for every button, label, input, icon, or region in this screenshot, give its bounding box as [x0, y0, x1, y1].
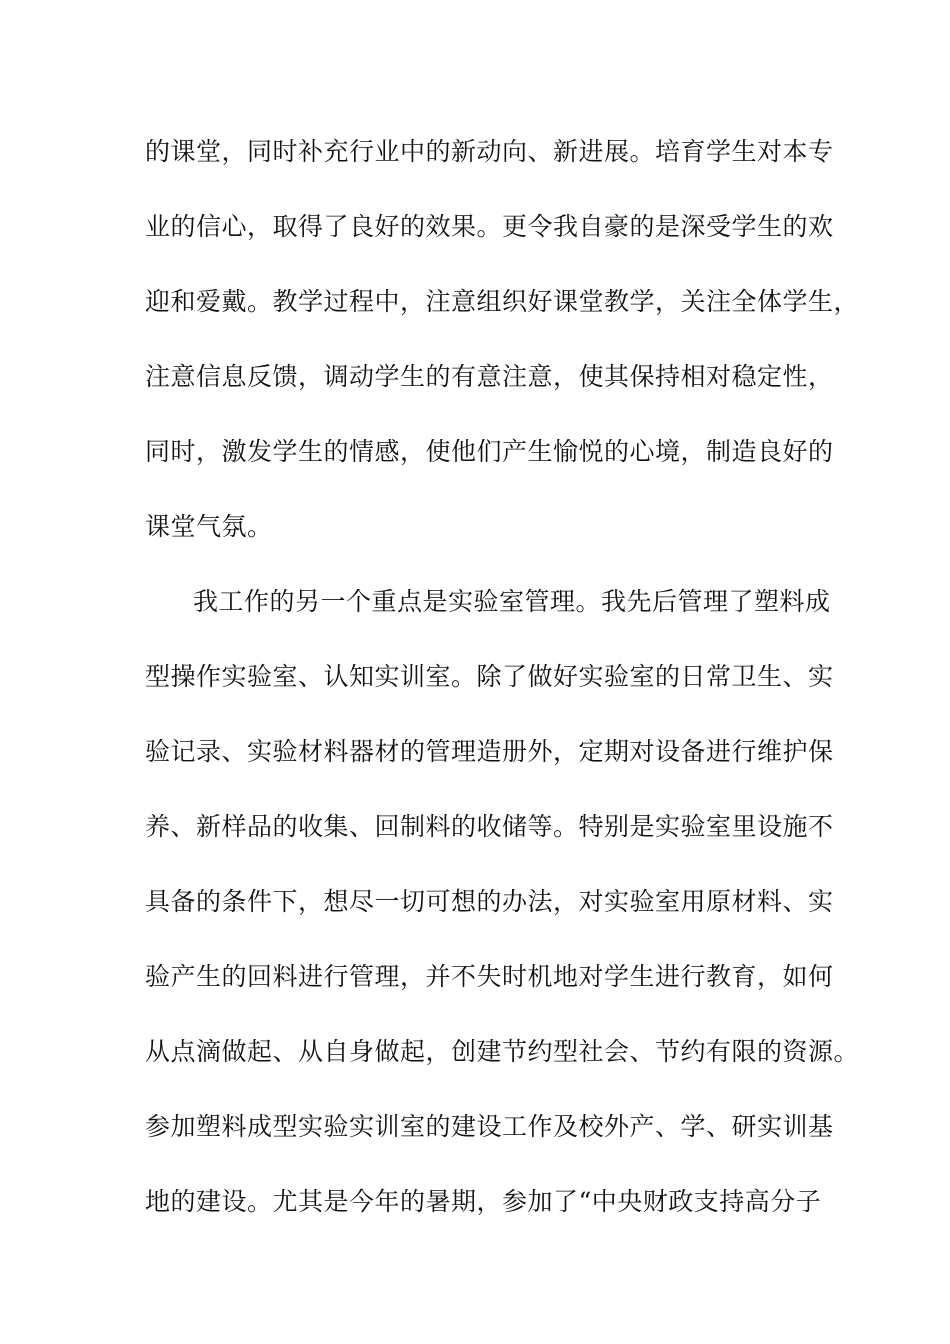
- text-line: 从点滴做起、从自身做起，创建节约型社会、节约有限的资源。: [145, 1037, 860, 1066]
- text-line: 验产生的回料进行管理，并不失时机地对学生进行教育，如何: [145, 962, 834, 991]
- text-line: 具备的条件下，想尽一切可想的办法，对实验室用原材料、实: [145, 887, 834, 916]
- text-line: 注意信息反馈，调动学生的有意注意，使其保持相对稳定性，: [145, 362, 834, 391]
- text-line: 课堂气氛。: [145, 512, 273, 541]
- text-line: 迎和爱戴。教学过程中，注意组织好课堂教学，关注全体学生，: [145, 287, 860, 316]
- paragraph-first-line: 我工作的另一个重点是实验室管理。我先后管理了塑料成: [193, 587, 831, 616]
- text-line: 地的建设。尤其是今年的暑期，参加了“中央财政支持高分子: [145, 1187, 822, 1216]
- text-line: 同时，激发学生的情感，使他们产生愉悦的心境，制造良好的: [145, 437, 834, 466]
- text-line: 型操作实验室、认知实训室。除了做好实验室的日常卫生、实: [145, 662, 834, 691]
- text-line: 验记录、实验材料器材的管理造册外，定期对设备进行维护保: [145, 737, 834, 766]
- text-line: 的课堂，同时补充行业中的新动向、新进展。培育学生对本专: [145, 137, 834, 166]
- text-line: 养、新样品的收集、回制料的收储等。特别是实验室里设施不: [145, 812, 834, 841]
- text-line: 业的信心，取得了良好的效果。更令我自豪的是深受学生的欢: [145, 212, 834, 241]
- text-line: 参加塑料成型实验实训室的建设工作及校外产、学、研实训基: [145, 1112, 834, 1141]
